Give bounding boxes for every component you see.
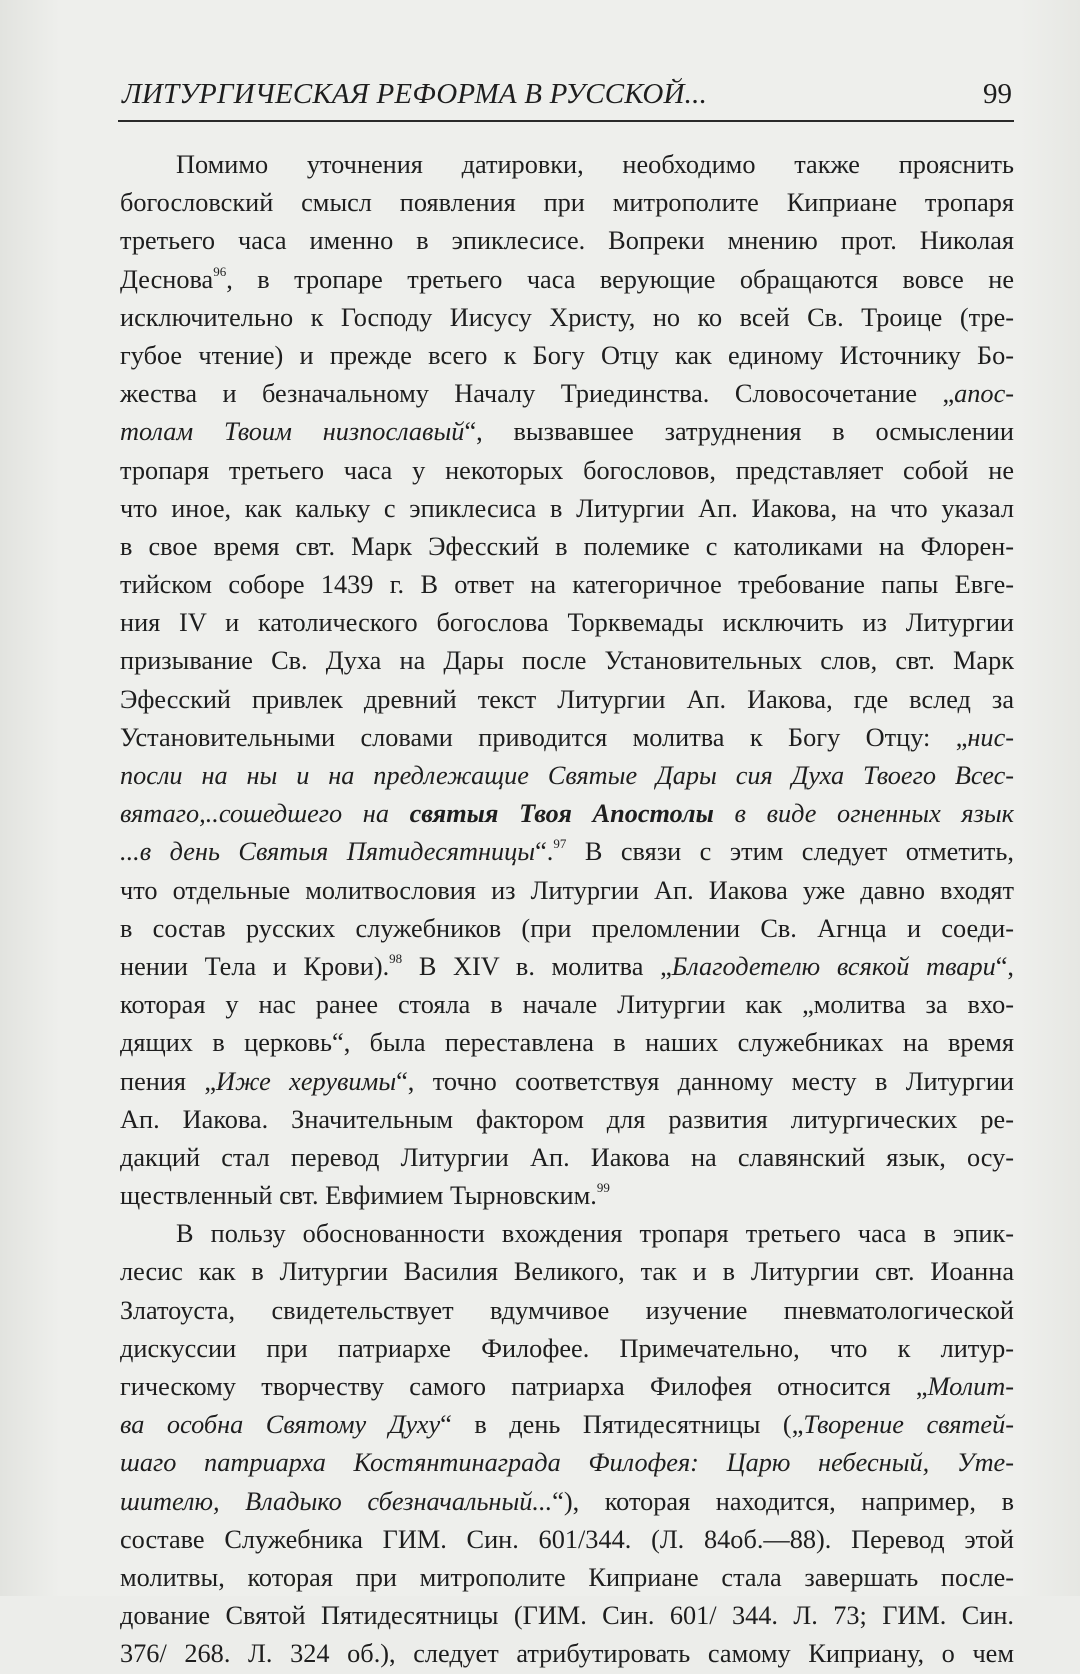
text-line: составе Служебника ГИМ. Син. 601/344. (Л. 84об.—88). Перевод этой <box>120 1524 1014 1554</box>
text-line: толам Твоим низпославый“, вызвавшее затруднения в осмыслении <box>120 417 1014 447</box>
text-line: дящих в церковь“, была переставлена в наших служебниках на время <box>120 1028 1014 1058</box>
text-line: дование Святой Пятидесятницы (ГИМ. Син. 601/ 344. Л. 73; ГИМ. Син. <box>120 1601 1014 1631</box>
text-line: богословский смысл появления при митрополите Киприане тропаря <box>120 188 1014 218</box>
text-line: ва особна Святому Духу“ в день Пятидесятницы („Творение святей- <box>120 1410 1015 1440</box>
text-line: что отдельные молитвословия из Литургии Ап. Иакова уже давно входят <box>120 875 1014 905</box>
footnote-ref: 98 <box>389 950 403 966</box>
running-title: ЛИТУРГИЧЕСКАЯ РЕФОРМА В РУССКОЙ... <box>122 78 708 110</box>
text-line: дакций стал перевод Литургии Ап. Иакова на славянский язык, осу- <box>120 1142 1014 1172</box>
header-rule <box>118 120 1014 122</box>
running-header <box>122 78 1012 118</box>
text-line: Установительными словами приводится молитва к Богу Отцу: „нис- <box>120 722 1014 752</box>
text-line: в состав русских служебников (при преломлении Св. Агнца и соеди- <box>120 913 1014 943</box>
text-line: тропаря третьего часа у некоторых богословов, представляет собой не <box>120 455 1014 485</box>
text-line: тийском соборе 1439 г. В ответ на категоричное требование папы Евге- <box>120 570 1014 600</box>
text-line: Эфесский привлек древний текст Литургии Ап. Иакова, где вслед за <box>120 684 1014 714</box>
text-line: Златоуста, свидетельствует вдумчивое изучение пневматологической <box>120 1295 1014 1325</box>
text-line: 376/ 268. Л. 324 об.), следует атрибутировать самому Киприану, о чем <box>120 1639 1014 1669</box>
text-line: Помимо уточнения датировки, необходимо также прояснить <box>176 150 1014 179</box>
text-line: вятаго,..сошедшего на святыя Твоя Апостолы в виде огненных язык <box>120 799 1014 829</box>
text-line: что иное, как кальку с эпиклесиса в Литургии Ап. Иакова, на что указал <box>120 493 1014 523</box>
page-number: 99 <box>983 78 1012 110</box>
body-text <box>120 146 1014 1674</box>
text-line: В пользу обоснованности вхождения тропаря третьего часа в эпик- <box>176 1219 1014 1249</box>
text-line: в свое время свт. Марк Эфесский в полемике с католиками на Флорен- <box>120 531 1014 561</box>
text-line: пения „Иже херувимы“, точно соответствуя данному месту в Литургии <box>120 1066 1015 1096</box>
text-line: которая у нас ранее стояла в начале Литургии как „молитва за вхо- <box>120 990 1014 1020</box>
text-line: гическому творчеству самого патриарха Филофея относится „Молит- <box>120 1372 1014 1401</box>
text-line: шителю, Владыко сбезначальный...“), которая находится, например, в <box>120 1486 1014 1516</box>
footnote-ref: 99 <box>596 1180 610 1196</box>
text-line: дискуссии при патриархе Филофее. Примечательно, что к литур- <box>120 1333 1014 1363</box>
text-line: шаго патриарха Костянтинаграда Филофея: Царю небесный, Уте- <box>120 1448 1014 1478</box>
text-line: исключительно к Господу Иисусу Христу, но ко всей Св. Троице (тре- <box>120 302 1014 332</box>
text-line: Деснова$^{96}$, в тропаре третьего часа верующие обращаются вовсе не <box>120 263 1014 294</box>
text-line: посли на ны и на предлежащие Святые Дары сия Духа Твоего Всес- <box>120 761 1014 790</box>
text-line: Ап. Иакова. Значительным фактором для развития литургических ре- <box>120 1104 1014 1134</box>
text-line: нении Тела и Крови).$^{98}$ В XIV в. молитва „Благодетелю всякой твари“, <box>120 950 1014 981</box>
text-line: губое чтение) и прежде всего к Богу Отцу как единому Источнику Бо- <box>120 340 1014 370</box>
text-line: лесис как в Литургии Василия Великого, так и в Литургии свт. Иоанна <box>120 1257 1014 1287</box>
footnote-ref: 97 <box>553 836 567 852</box>
text-line: ния IV и католического богослова Торквемады исключить из Литургии <box>120 608 1014 638</box>
text-line: молитвы, которая при митрополите Киприане стала завершать после- <box>120 1562 1014 1592</box>
footnote-ref: 96 <box>213 263 227 279</box>
text-line: жества и безначальному Началу Триединства. Словосочетание „апос- <box>120 379 1014 409</box>
text-line: ...в день Святыя Пятидесятницы“.$^{97}$ В связи с этим следует отметить, <box>120 836 1014 867</box>
text-line: ществленный свт. Евфимием Тырновским.$^{99}$ <box>120 1180 610 1211</box>
text-line: третьего часа именно в эпиклесисе. Вопреки мнению прот. Николая <box>120 226 1014 256</box>
text-line: призывание Св. Духа на Дары после Установительных слов, свт. Марк <box>120 646 1014 676</box>
